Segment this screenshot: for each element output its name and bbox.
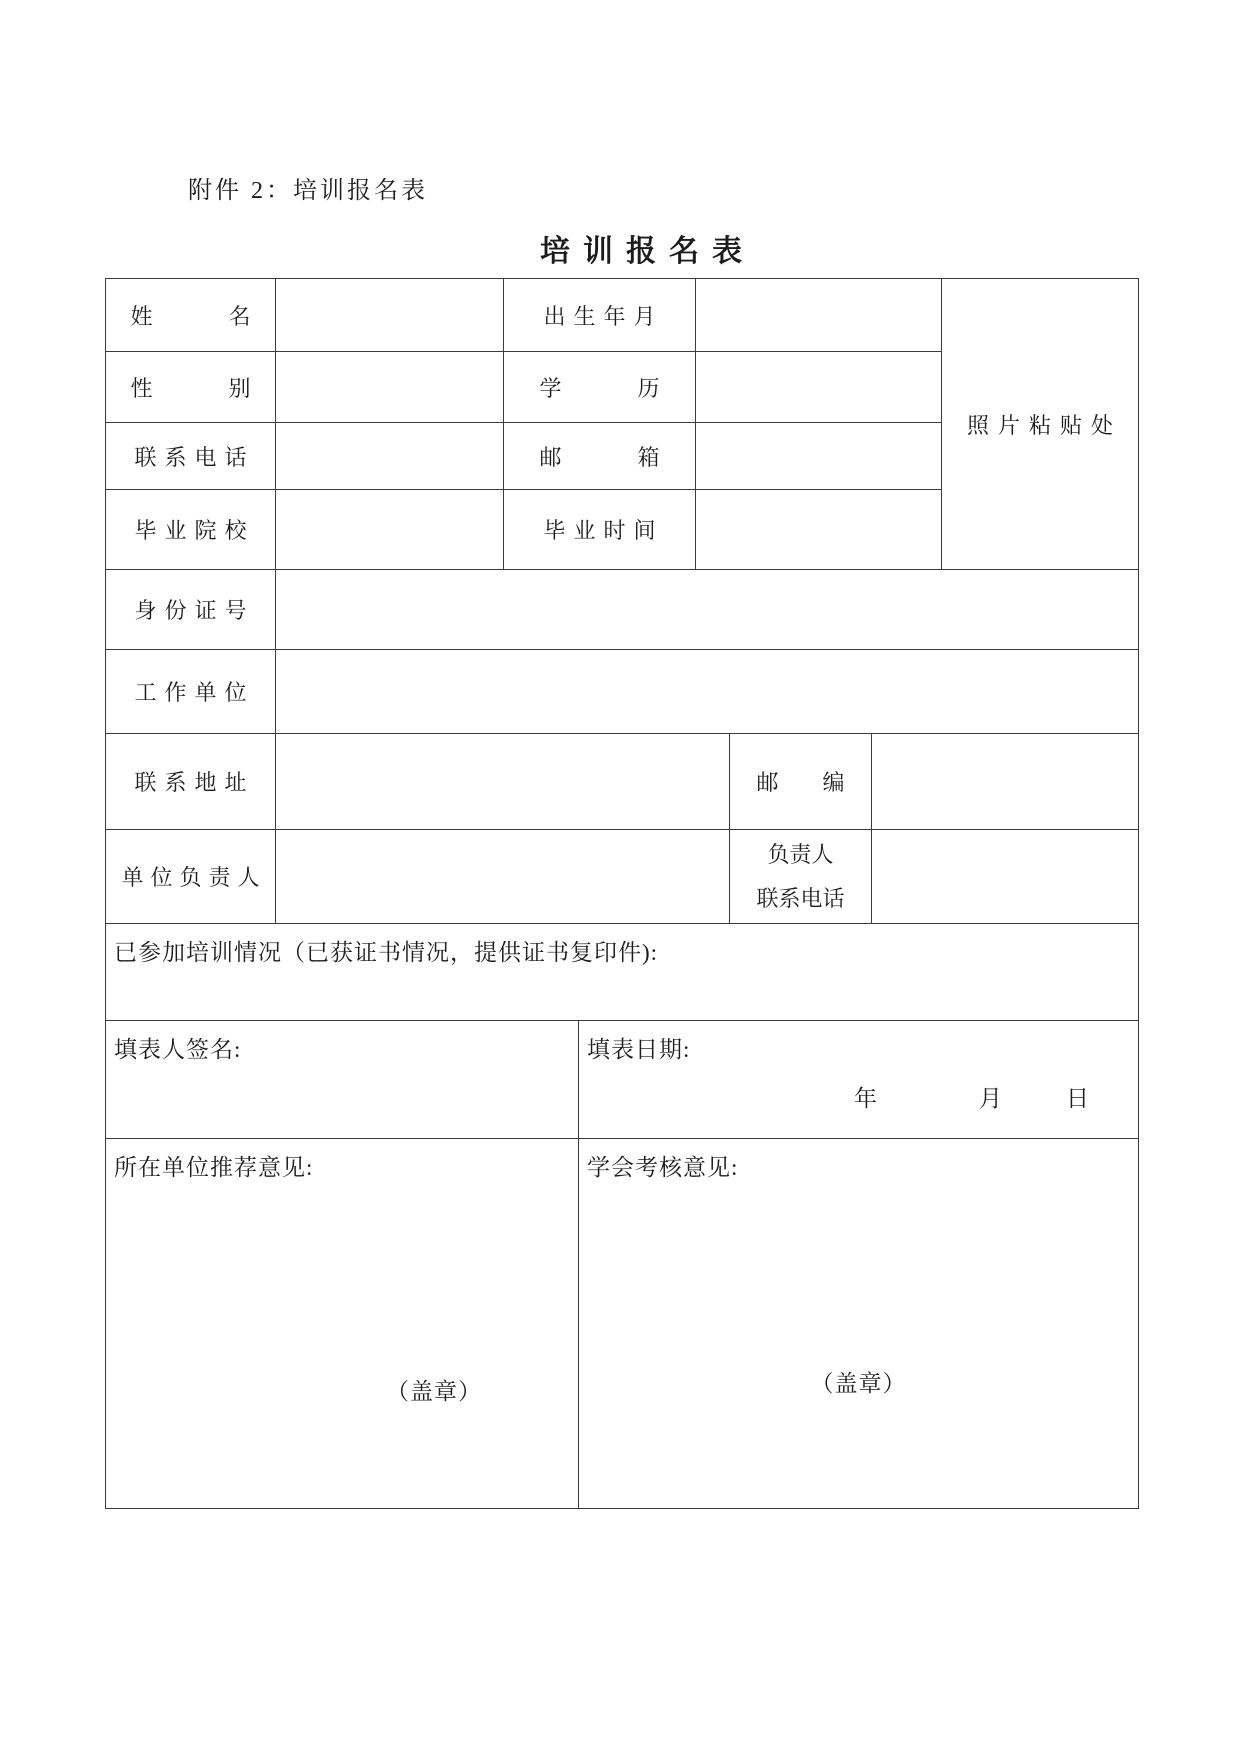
training-history-cell[interactable] xyxy=(106,924,1138,1020)
head-phone-label-line1: 负责人 xyxy=(767,841,834,867)
work-unit-label: 工作单位 xyxy=(134,680,255,705)
unit-opinion-cell[interactable] xyxy=(106,1139,579,1508)
fill-date-cell[interactable] xyxy=(579,1021,1138,1138)
education-label: 学 历 xyxy=(539,375,660,401)
band-training-history xyxy=(106,924,1138,1021)
band-signature-date xyxy=(106,1021,1138,1139)
address-input-cell[interactable] xyxy=(276,734,730,829)
id-number-label: 身份证号 xyxy=(134,598,255,623)
band-opinions xyxy=(106,1139,1138,1508)
fill-date-label: 填表日期: xyxy=(587,1037,691,1062)
table-row xyxy=(106,279,942,352)
day-label: 日 xyxy=(1066,1086,1090,1111)
postal-label: 邮 编 xyxy=(756,770,845,795)
birth-label-cell xyxy=(504,279,696,351)
unit-head-input-cell[interactable] xyxy=(276,830,730,923)
photo-paste-label: 照片粘贴处 xyxy=(966,412,1122,438)
email-label: 邮 箱 xyxy=(539,444,660,470)
postal-label-cell xyxy=(730,734,872,829)
table-row xyxy=(106,490,942,569)
registration-form-table xyxy=(105,278,1139,1509)
page-title: 培训报名表 xyxy=(540,235,755,268)
grad-time-label: 毕业时间 xyxy=(543,518,664,543)
id-number-input-cell[interactable] xyxy=(276,570,1138,649)
band-work-unit xyxy=(106,650,1138,734)
band-unit-head xyxy=(106,830,1138,924)
personal-info-grid xyxy=(106,279,942,569)
table-row xyxy=(106,423,942,490)
unit-head-label-cell xyxy=(106,830,276,923)
band-address xyxy=(106,734,1138,830)
work-unit-label-cell xyxy=(106,650,276,733)
address-label-cell xyxy=(106,734,276,829)
gender-label-cell xyxy=(106,352,276,422)
id-number-label-cell xyxy=(106,570,276,649)
name-label: 姓 名 xyxy=(130,303,251,329)
head-phone-label-cell xyxy=(730,830,872,923)
gender-input-cell[interactable] xyxy=(276,352,504,422)
address-label: 联系地址 xyxy=(134,770,255,795)
unit-seal-label: （盖章） xyxy=(386,1379,482,1404)
phone-label: 联系电话 xyxy=(134,444,255,470)
education-input-cell[interactable] xyxy=(696,352,942,422)
education-label-cell xyxy=(504,352,696,422)
phone-label-cell xyxy=(106,423,276,489)
birth-label: 出生年月 xyxy=(543,303,664,329)
signer-cell[interactable] xyxy=(106,1021,579,1138)
attachment-note: 附件 2：培训报名表 xyxy=(188,178,428,204)
head-phone-input-cell[interactable] xyxy=(872,830,1138,923)
society-opinion-cell[interactable] xyxy=(579,1139,1138,1508)
training-history-label: 已参加培训情况（已获证书情况，提供证书复印件): xyxy=(114,940,659,965)
grad-time-input-cell[interactable] xyxy=(696,490,942,569)
phone-input-cell[interactable] xyxy=(276,423,504,489)
email-label-cell xyxy=(504,423,696,489)
name-input-cell[interactable] xyxy=(276,279,504,351)
table-row xyxy=(106,352,942,423)
band-personal-info xyxy=(106,279,1138,570)
school-input-cell[interactable] xyxy=(276,490,504,569)
birth-input-cell[interactable] xyxy=(696,279,942,351)
society-opinion-label: 学会考核意见: xyxy=(587,1155,739,1180)
unit-opinion-label: 所在单位推荐意见: xyxy=(114,1155,314,1180)
signer-label: 填表人签名: xyxy=(114,1037,242,1062)
postal-input-cell[interactable] xyxy=(872,734,1138,829)
work-unit-input-cell[interactable] xyxy=(276,650,1138,733)
year-label: 年 xyxy=(854,1086,878,1111)
band-id-number xyxy=(106,570,1138,650)
school-label-cell xyxy=(106,490,276,569)
photo-paste-area[interactable] xyxy=(942,279,1138,569)
head-phone-label-line2: 联系电话 xyxy=(756,885,845,911)
grad-time-label-cell xyxy=(504,490,696,569)
gender-label: 性 别 xyxy=(130,375,251,401)
society-seal-label: （盖章） xyxy=(810,1371,907,1396)
unit-head-label: 单位负责人 xyxy=(121,865,267,890)
name-label-cell xyxy=(106,279,276,351)
date-line xyxy=(587,1080,1130,1113)
school-label: 毕业院校 xyxy=(134,518,255,543)
email-input-cell[interactable] xyxy=(696,423,942,489)
month-label: 月 xyxy=(979,1086,1003,1111)
